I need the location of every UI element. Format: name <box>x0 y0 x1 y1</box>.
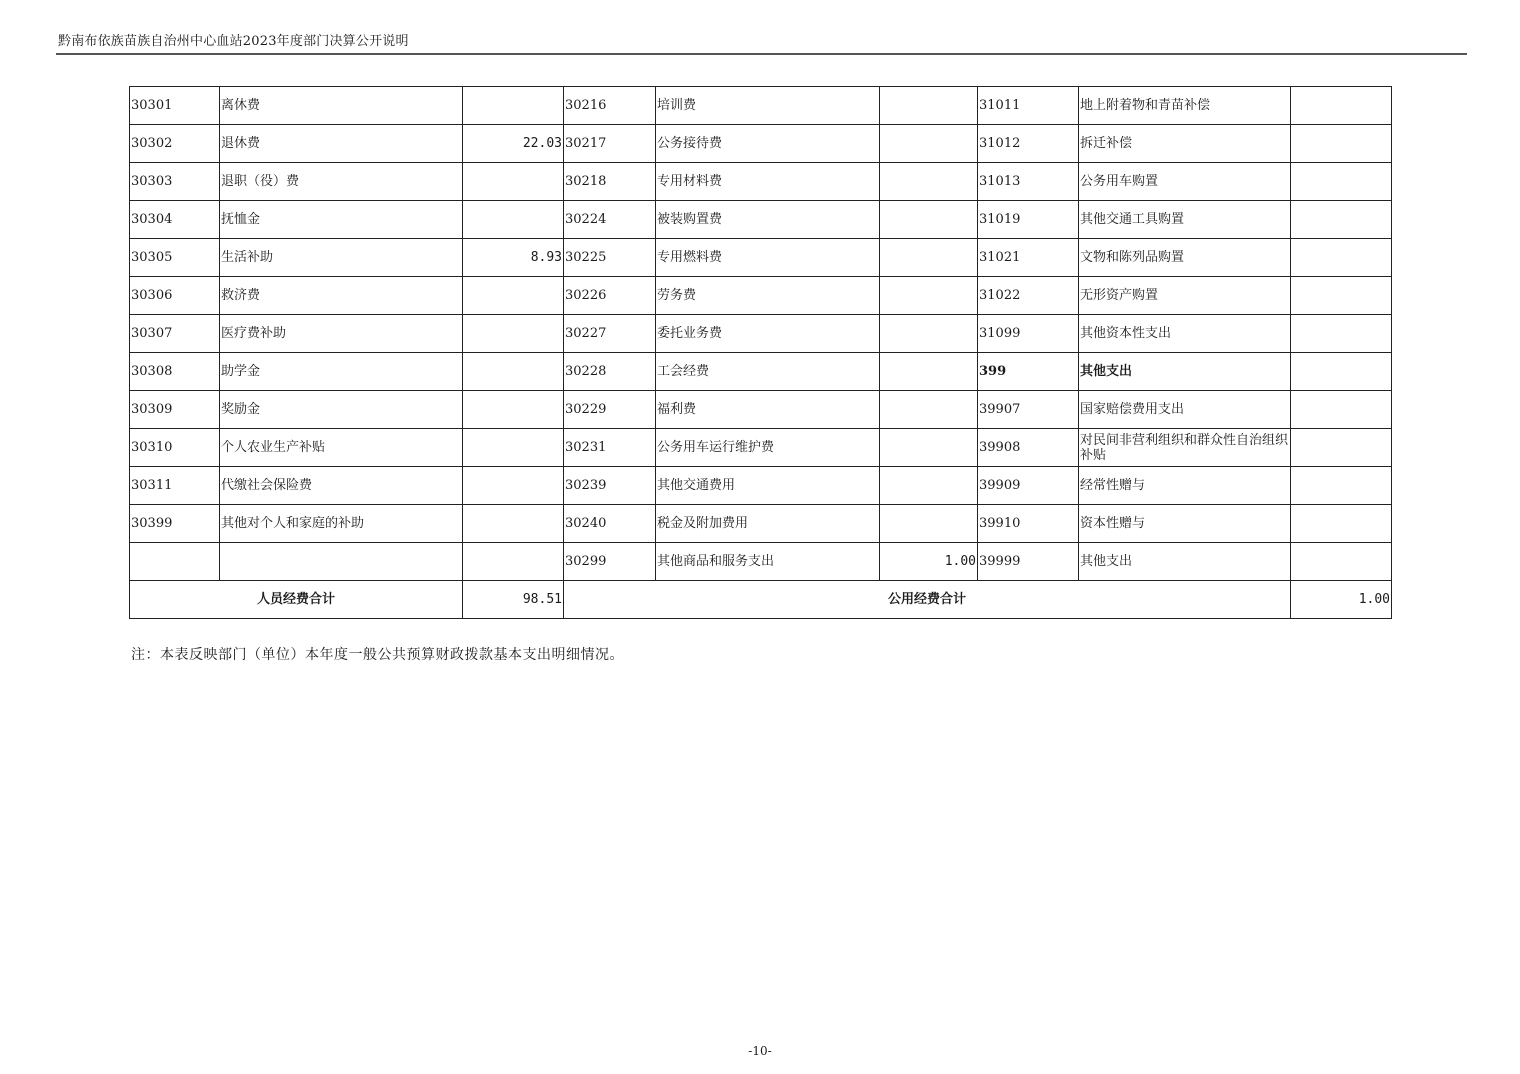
subject-code-cell: 399 <box>978 353 1079 391</box>
subject-code-cell: 30301 <box>130 87 220 125</box>
subject-code-cell: 30307 <box>130 315 220 353</box>
subject-name-cell: 被装购置费 <box>656 201 880 239</box>
subject-code-cell <box>130 543 220 581</box>
subject-name-cell: 抚恤金 <box>220 201 463 239</box>
amount-cell <box>880 87 978 125</box>
personnel-total-value: 98.51 <box>463 581 564 619</box>
subject-code-cell: 30227 <box>564 315 656 353</box>
subject-name-cell: 公务用车购置 <box>1079 163 1291 201</box>
subject-name-cell: 其他支出 <box>1079 543 1291 581</box>
amount-cell <box>880 201 978 239</box>
subject-name-cell: 委托业务费 <box>656 315 880 353</box>
subject-code-cell: 30303 <box>130 163 220 201</box>
subject-name-cell: 其他商品和服务支出 <box>656 543 880 581</box>
amount-cell <box>1291 315 1392 353</box>
subject-code-cell: 30305 <box>130 239 220 277</box>
amount-cell <box>463 429 564 467</box>
page-number: -10- <box>748 1044 772 1058</box>
amount-cell: 22.03 <box>463 125 564 163</box>
subject-name-cell: 公务接待费 <box>656 125 880 163</box>
amount-cell <box>880 315 978 353</box>
amount-cell <box>880 353 978 391</box>
subject-name-cell: 退休费 <box>220 125 463 163</box>
amount-cell <box>1291 163 1392 201</box>
subject-code-cell: 30225 <box>564 239 656 277</box>
subject-name-cell: 代缴社会保险费 <box>220 467 463 505</box>
amount-cell <box>1291 543 1392 581</box>
personnel-total-label: 人员经费合计 <box>130 581 463 619</box>
amount-cell <box>880 277 978 315</box>
subject-name-cell: 个人农业生产补贴 <box>220 429 463 467</box>
subject-code-cell: 30217 <box>564 125 656 163</box>
subject-name-cell: 文物和陈列品购置 <box>1079 239 1291 277</box>
table-row <box>130 315 1392 353</box>
amount-cell <box>463 467 564 505</box>
table-body <box>130 87 1392 619</box>
subject-name-cell: 拆迁补偿 <box>1079 125 1291 163</box>
subject-code-cell: 31013 <box>978 163 1079 201</box>
subject-code-cell: 30308 <box>130 353 220 391</box>
subject-code-cell: 30216 <box>564 87 656 125</box>
subject-name-cell: 医疗费补助 <box>220 315 463 353</box>
subject-name-cell: 公务用车运行维护费 <box>656 429 880 467</box>
amount-cell <box>463 353 564 391</box>
amount-cell: 8.93 <box>463 239 564 277</box>
subject-code-cell: 31022 <box>978 277 1079 315</box>
table-row <box>130 543 1392 581</box>
amount-cell <box>463 505 564 543</box>
amount-cell <box>463 391 564 429</box>
subject-name-cell: 地上附着物和青苗补偿 <box>1079 87 1291 125</box>
amount-cell <box>1291 239 1392 277</box>
subject-code-cell: 30310 <box>130 429 220 467</box>
amount-cell <box>1291 125 1392 163</box>
subject-name-cell: 对民间非营利组织和群众性自治组织补贴 <box>1079 429 1291 467</box>
subject-name-cell: 工会经费 <box>656 353 880 391</box>
public-total-label: 公用经费合计 <box>564 581 1291 619</box>
subject-name-cell: 税金及附加费用 <box>656 505 880 543</box>
subject-code-cell: 39999 <box>978 543 1079 581</box>
subject-code-cell: 30229 <box>564 391 656 429</box>
subject-name-cell: 经常性赠与 <box>1079 467 1291 505</box>
amount-cell <box>463 315 564 353</box>
subject-name-cell: 救济费 <box>220 277 463 315</box>
amount-cell <box>463 87 564 125</box>
amount-cell <box>1291 505 1392 543</box>
subject-name-cell: 生活补助 <box>220 239 463 277</box>
subject-code-cell: 39909 <box>978 467 1079 505</box>
table-row <box>130 467 1392 505</box>
subject-name-cell: 专用燃料费 <box>656 239 880 277</box>
table-note: 注：本表反映部门（单位）本年度一般公共预算财政拨款基本支出明细情况。 <box>131 647 624 663</box>
table-row <box>130 125 1392 163</box>
subject-code-cell: 30240 <box>564 505 656 543</box>
subject-name-cell <box>220 543 463 581</box>
subject-code-cell: 30311 <box>130 467 220 505</box>
public-total-value: 1.00 <box>1291 581 1392 619</box>
expenditure-detail-table <box>129 86 1392 619</box>
subject-code-cell: 30231 <box>564 429 656 467</box>
subject-code-cell: 30299 <box>564 543 656 581</box>
table-row <box>130 163 1392 201</box>
amount-cell <box>880 163 978 201</box>
amount-cell: 1.00 <box>880 543 978 581</box>
table-row <box>130 239 1392 277</box>
amount-cell <box>1291 87 1392 125</box>
subject-code-cell: 30228 <box>564 353 656 391</box>
table-row <box>130 277 1392 315</box>
amount-cell <box>1291 353 1392 391</box>
amount-cell <box>880 125 978 163</box>
amount-cell <box>1291 429 1392 467</box>
subject-name-cell: 其他交通工具购置 <box>1079 201 1291 239</box>
table-row <box>130 429 1392 467</box>
subject-name-cell: 其他对个人和家庭的补助 <box>220 505 463 543</box>
amount-cell <box>880 505 978 543</box>
subject-name-cell: 其他支出 <box>1079 353 1291 391</box>
subject-code-cell: 31011 <box>978 87 1079 125</box>
amount-cell <box>880 429 978 467</box>
subject-name-cell: 无形资产购置 <box>1079 277 1291 315</box>
amount-cell <box>1291 277 1392 315</box>
amount-cell <box>463 543 564 581</box>
subject-name-cell: 退职（役）费 <box>220 163 463 201</box>
subject-name-cell: 劳务费 <box>656 277 880 315</box>
amount-cell <box>463 201 564 239</box>
amount-cell <box>1291 201 1392 239</box>
subject-code-cell: 30304 <box>130 201 220 239</box>
subject-code-cell: 30218 <box>564 163 656 201</box>
amount-cell <box>463 277 564 315</box>
subject-name-cell: 福利费 <box>656 391 880 429</box>
header-divider <box>56 53 1467 55</box>
subject-code-cell: 30239 <box>564 467 656 505</box>
subject-name-cell: 专用材料费 <box>656 163 880 201</box>
amount-cell <box>880 239 978 277</box>
subject-code-cell: 31019 <box>978 201 1079 239</box>
subject-name-cell: 其他资本性支出 <box>1079 315 1291 353</box>
subject-code-cell: 31021 <box>978 239 1079 277</box>
amount-cell <box>1291 467 1392 505</box>
subject-code-cell: 30306 <box>130 277 220 315</box>
subject-name-cell: 培训费 <box>656 87 880 125</box>
amount-cell <box>463 163 564 201</box>
subject-code-cell: 30302 <box>130 125 220 163</box>
subject-code-cell: 30224 <box>564 201 656 239</box>
subject-code-cell: 39908 <box>978 429 1079 467</box>
subject-code-cell: 39907 <box>978 391 1079 429</box>
subject-code-cell: 39910 <box>978 505 1079 543</box>
subject-code-cell: 31012 <box>978 125 1079 163</box>
amount-cell <box>880 391 978 429</box>
subject-name-cell: 奖励金 <box>220 391 463 429</box>
subject-code-cell: 30226 <box>564 277 656 315</box>
document-header-title: 黔南布依族苗族自治州中心血站2023年度部门决算公开说明 <box>58 34 409 49</box>
subject-name-cell: 资本性赠与 <box>1079 505 1291 543</box>
subject-code-cell: 30399 <box>130 505 220 543</box>
subject-name-cell: 国家赔偿费用支出 <box>1079 391 1291 429</box>
subject-code-cell: 31099 <box>978 315 1079 353</box>
subject-code-cell: 30309 <box>130 391 220 429</box>
totals-row <box>130 581 1392 619</box>
subject-name-cell: 离休费 <box>220 87 463 125</box>
table-row <box>130 353 1392 391</box>
table-row <box>130 87 1392 125</box>
amount-cell <box>1291 391 1392 429</box>
amount-cell <box>880 467 978 505</box>
subject-name-cell: 其他交通费用 <box>656 467 880 505</box>
table-row <box>130 391 1392 429</box>
subject-name-cell: 助学金 <box>220 353 463 391</box>
table-row <box>130 505 1392 543</box>
table-row <box>130 201 1392 239</box>
